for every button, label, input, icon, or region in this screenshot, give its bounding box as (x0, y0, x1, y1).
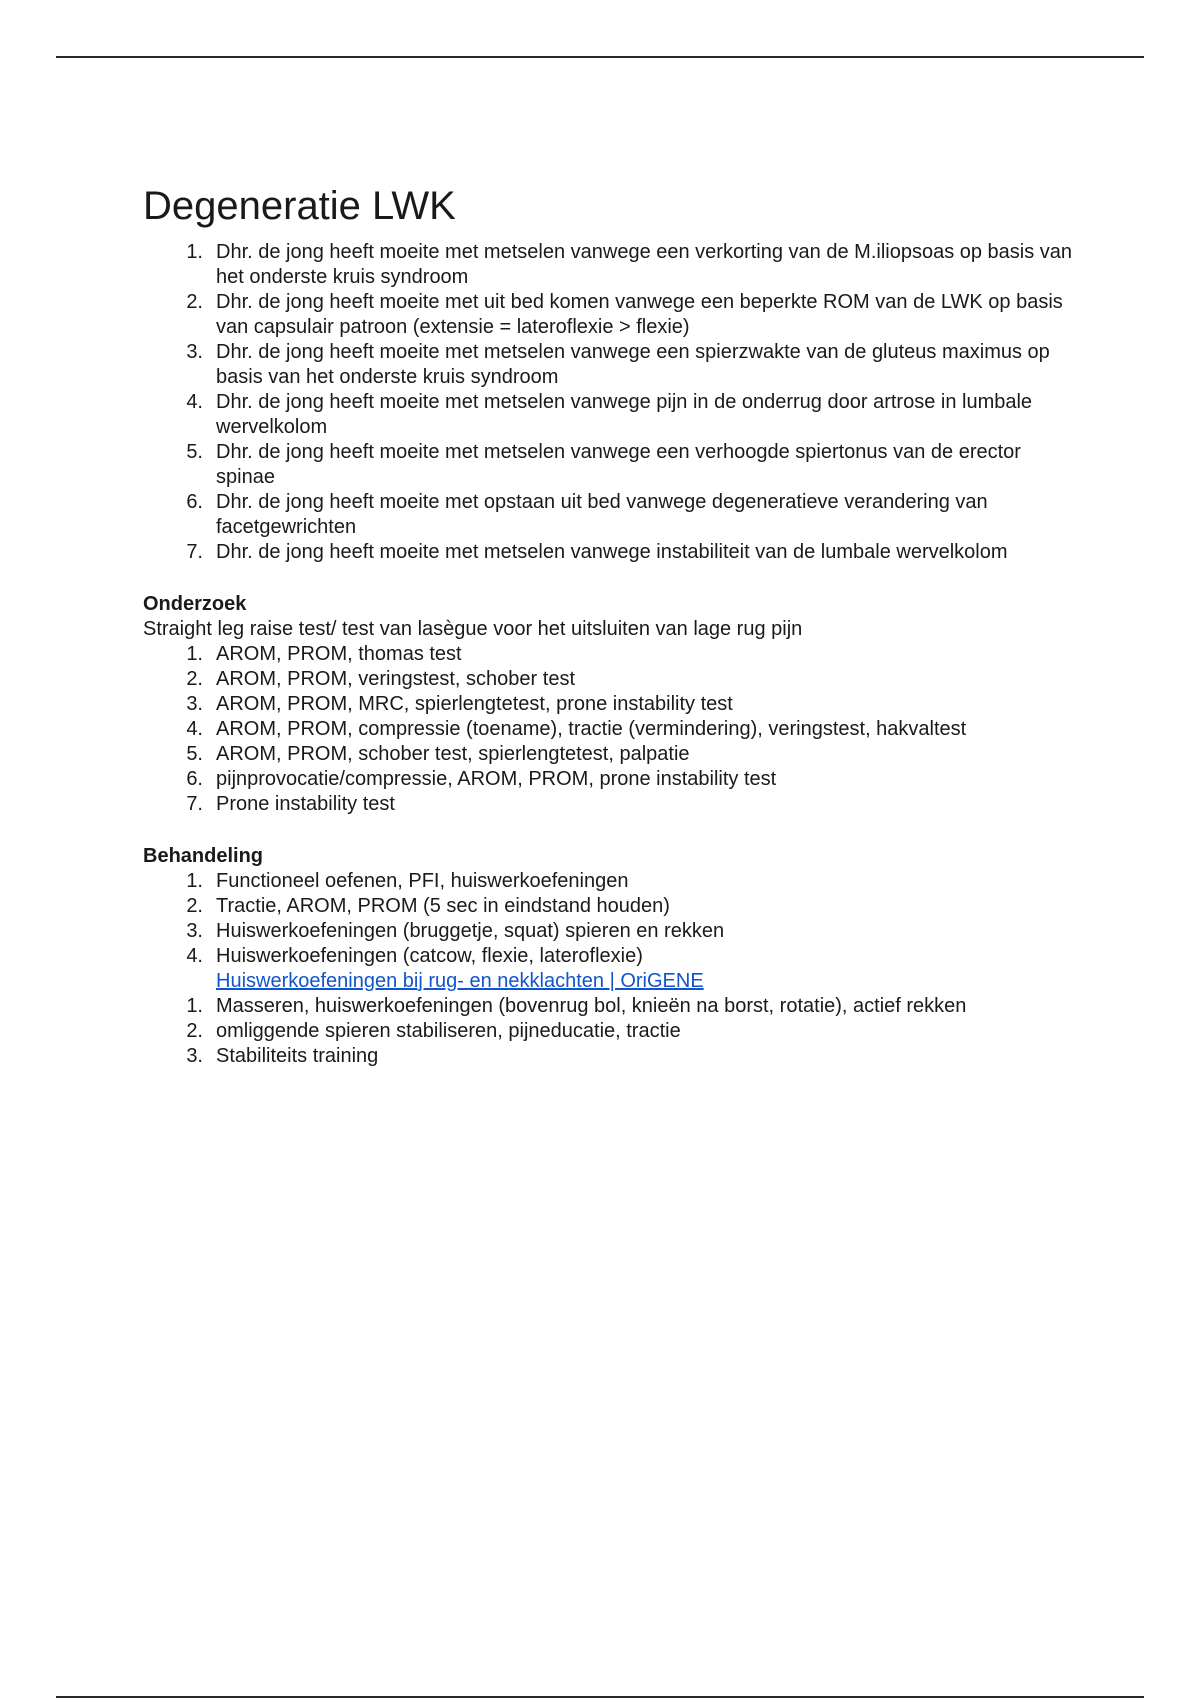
spacer (143, 817, 1083, 844)
document-body (143, 180, 1083, 1069)
section-heading-onderzoek: Onderzoek (143, 593, 247, 615)
list-item: 3. Huiswerkoefeningen (bruggetje, squat) spieren en rekken (186, 920, 725, 942)
list-item: 5. Dhr. de jong heeft moeite met metselen vanwege een verhoogde spiertonus van de erector spinae (186, 441, 1021, 488)
behandeling-list-b (143, 994, 1083, 1069)
list-item: 2. Tractie, AROM, PROM (5 sec in eindstand houden) (186, 895, 670, 917)
behandeling-list-a (143, 869, 1083, 969)
section-heading-behandeling: Behandeling (143, 845, 264, 867)
list-item: 7. Dhr. de jong heeft moeite met metselen vanwege instabiliteit van de lumbale wervelkolom (186, 541, 1008, 563)
list-item: 3. Stabiliteits training (186, 1045, 379, 1067)
list-item: 2. Dhr. de jong heeft moeite met uit bed komen vanwege een beperkte ROM van de LWK op basis van capsulair patroon (extensie = lateroflexie > flexie) (186, 291, 1063, 338)
header-rule (56, 56, 1144, 58)
list-item: 4. AROM, PROM, compressie (toename), tractie (vermindering), veringstest, hakvaltest (186, 718, 967, 740)
problem-list (143, 240, 1083, 565)
list-item: 2. omliggende spieren stabiliseren, pijneducatie, tractie (186, 1020, 681, 1042)
list-item: 1. Functioneel oefenen, PFI, huiswerkoefeningen (186, 870, 629, 892)
list-item: 6. pijnprovocatie/compressie, AROM, PROM, prone instability test (186, 768, 777, 790)
footer-rule (56, 1696, 1144, 1698)
spacer (143, 565, 1083, 592)
list-item: 1. Dhr. de jong heeft moeite met metselen vanwege een verkorting van de M.iliopsoas op basis van het onderste kruis syndroom (186, 241, 1073, 288)
origene-link[interactable]: Huiswerkoefeningen bij rug- en nekklachten | OriGENE (216, 970, 704, 992)
list-item: 4. Dhr. de jong heeft moeite met metselen vanwege pijn in de onderrug door artrose in lumbale wervelkolom (186, 391, 1033, 438)
list-item: 4. Huiswerkoefeningen (catcow, flexie, lateroflexie) (186, 945, 643, 967)
list-item: 1. Masseren, huiswerkoefeningen (bovenrug bol, knieën na borst, rotatie), actief rekken (186, 995, 967, 1017)
list-item: 5. AROM, PROM, schober test, spierlengtetest, palpatie (186, 743, 690, 765)
list-item: 3. Dhr. de jong heeft moeite met metselen vanwege een spierzwakte van de gluteus maximus op basis van het onderste kruis syndroom (186, 341, 1050, 388)
onderzoek-intro: Straight leg raise test/ test van lasègue voor het uitsluiten van lage rug pijn (143, 618, 803, 640)
list-item: 6. Dhr. de jong heeft moeite met opstaan uit bed vanwege degeneratieve verandering van facetgewrichten (186, 491, 988, 538)
list-item: 2. AROM, PROM, veringstest, schober test (186, 668, 575, 690)
list-item: 1. AROM, PROM, thomas test (186, 643, 462, 665)
page-title: Degeneratie LWK (143, 184, 456, 228)
list-item: 3. AROM, PROM, MRC, spierlengtetest, prone instability test (186, 693, 733, 715)
onderzoek-list (143, 642, 1083, 817)
list-item: 7. Prone instability test (186, 793, 395, 815)
